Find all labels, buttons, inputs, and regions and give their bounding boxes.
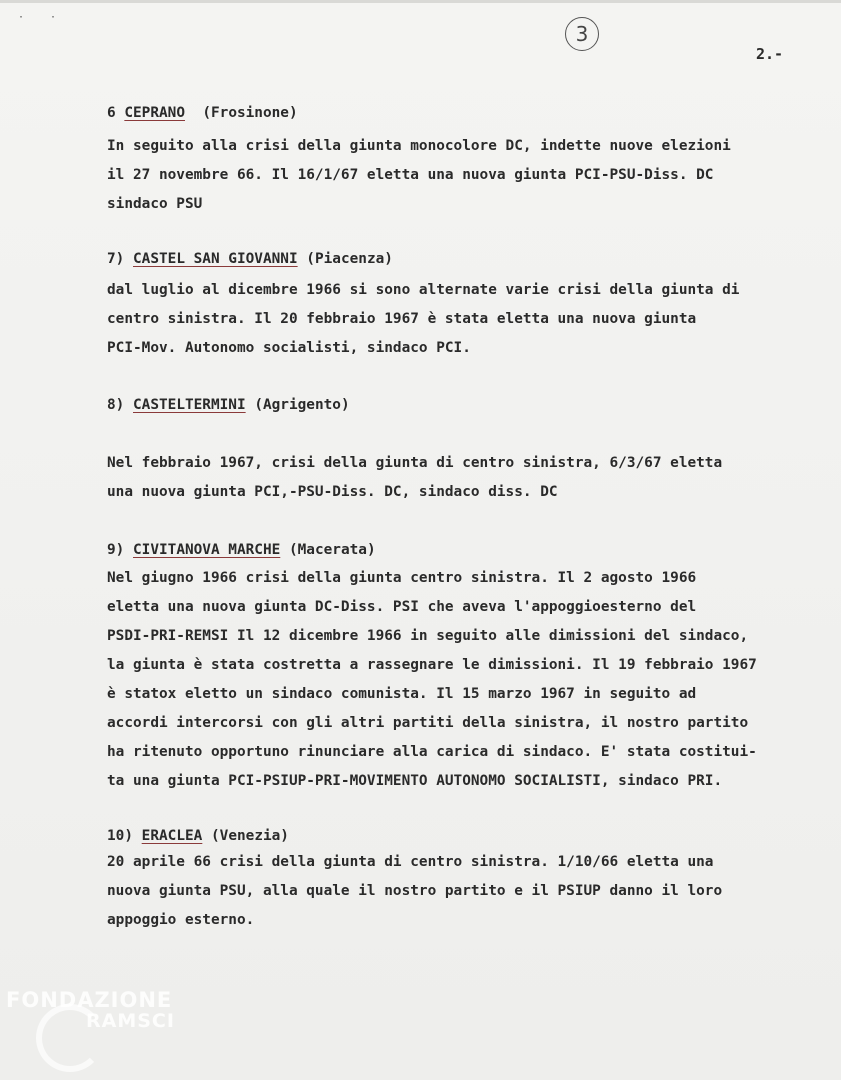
section-body — [107, 564, 822, 796]
section-body — [107, 848, 822, 935]
section-province: (Frosinone) — [202, 105, 298, 121]
page-number: 2.- — [756, 45, 784, 63]
section-casteltermini — [107, 395, 822, 507]
section-heading — [107, 249, 822, 269]
text-line: centro sinistra. Il 20 febbraio 1967 è stata eletta una nuova giunta — [107, 311, 697, 327]
text-line: 20 aprile 66 crisi della giunta di centro sinistra. 1/10/66 eletta una — [107, 854, 714, 870]
section-number: 6 — [107, 105, 116, 121]
page-marker-text: 3 — [575, 22, 589, 46]
section-province: (Macerata) — [288, 542, 376, 558]
fondazione-gramsci-watermark — [6, 988, 216, 1068]
text-line: In seguito alla crisi della giunta monocolore DC, indette nuove elezioni — [107, 138, 731, 154]
page-top-edge — [0, 0, 841, 3]
watermark-line2: RAMSCI — [86, 1010, 175, 1032]
section-body — [107, 276, 822, 363]
text-line: accordi intercorsi con gli altri partiti della sinistra, il nostro partito — [107, 715, 749, 731]
section-number: 9) — [107, 542, 125, 558]
text-line: Nel febbraio 1967, crisi della giunta di centro sinistra, 6/3/67 eletta — [107, 455, 723, 471]
section-heading — [107, 395, 822, 415]
text-line: è statox eletto un sindaco comunista. Il 15 marzo 1967 in seguito ad — [107, 686, 697, 702]
text-line: appoggio esterno. — [107, 912, 255, 928]
text-line: dal luglio al dicembre 1966 si sono alternate varie crisi della giunta di — [107, 282, 740, 298]
section-eraclea — [107, 826, 822, 935]
section-province: (Venezia) — [211, 828, 289, 844]
section-place: CASTEL SAN GIOVANNI — [133, 251, 298, 267]
text-line: PCI-Mov. Autonomo socialisti, sindaco PCI. — [107, 340, 471, 356]
section-body — [107, 449, 822, 507]
section-civitanova-marche — [107, 540, 822, 796]
section-place: CIVITANOVA MARCHE — [133, 542, 281, 558]
section-heading — [107, 826, 822, 846]
section-place: CASTELTERMINI — [133, 397, 246, 413]
section-province: (Piacenza) — [306, 251, 393, 267]
section-place: ERACLEA — [141, 828, 203, 844]
section-number: 8) — [107, 397, 125, 413]
circled-page-marker — [565, 17, 599, 51]
text-line: sindaco PSU — [107, 196, 203, 212]
text-line: una nuova giunta PCI,-PSU-Diss. DC, sindaco diss. DC — [107, 484, 558, 500]
text-line: ha ritenuto opportuno rinunciare alla carica di sindaco. E' stata costitui- — [107, 744, 757, 760]
section-castel-san-giovanni — [107, 249, 822, 363]
section-province: (Agrigento) — [254, 397, 350, 413]
text-line: ta una giunta PCI-PSIUP-PRI-MOVIMENTO AUTONOMO SOCIALISTI, sindaco PRI. — [107, 773, 723, 789]
section-ceprano — [107, 103, 822, 219]
text-line: la giunta è stata costretta a rassegnare le dimissioni. Il 19 febbraio 1967 — [107, 657, 757, 673]
text-line: Nel giugno 1966 crisi della giunta centro sinistra. Il 2 agosto 1966 — [107, 570, 697, 586]
text-line: il 27 novembre 66. Il 16/1/67 eletta una nuova giunta PCI-PSU-Diss. DC — [107, 167, 714, 183]
section-heading — [107, 103, 822, 123]
section-heading — [107, 540, 822, 560]
margin-dots: · · — [18, 12, 67, 23]
watermark-line1: FONDAZIONE — [6, 988, 173, 1012]
text-line: PSDI-PRI-REMSI Il 12 dicembre 1966 in seguito alle dimissioni del sindaco, — [107, 628, 749, 644]
section-number: 7) — [107, 251, 125, 267]
section-body — [107, 132, 822, 219]
text-line: nuova giunta PSU, alla quale il nostro partito e il PSIUP danno il loro — [107, 883, 723, 899]
section-place: CEPRANO — [124, 105, 185, 121]
section-number: 10) — [107, 828, 133, 844]
text-line: eletta una nuova giunta DC-Diss. PSI che aveva l'appoggioesterno del — [107, 599, 697, 615]
